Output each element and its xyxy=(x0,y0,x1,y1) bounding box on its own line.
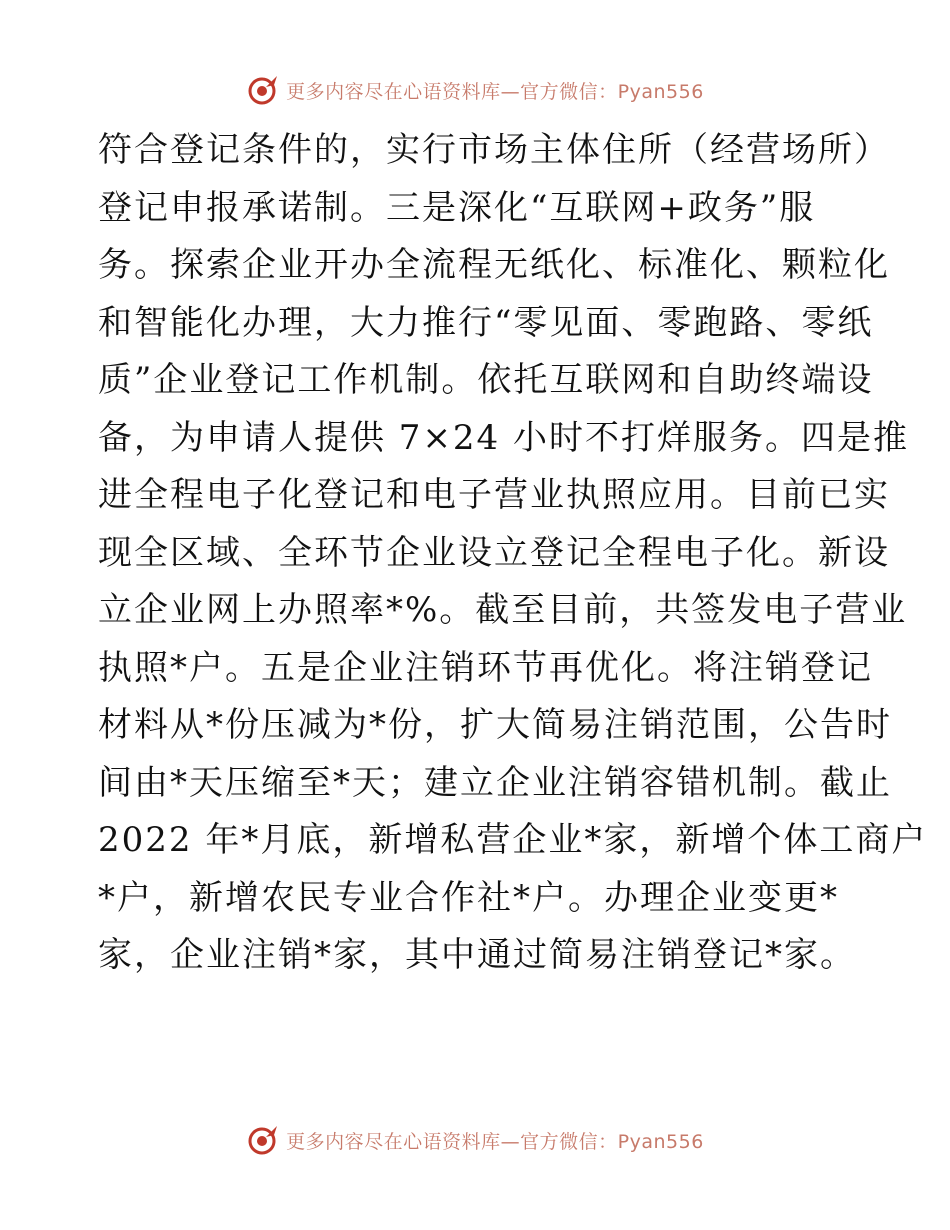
text-line: 务。探索企业开办全流程无纸化、标准化、颗粒化 xyxy=(98,245,890,285)
footer-watermark xyxy=(0,1120,950,1160)
document-body xyxy=(98,122,928,985)
text-line: 质”企业登记工作机制。依托互联网和自助终端设 xyxy=(98,360,874,400)
text-line: 现全区域、全环节企业设立登记全程电子化。新设 xyxy=(98,532,890,573)
text-line: 登记申报承诺制。三是深化“互联网+政务”服 xyxy=(98,187,816,228)
text-line: 和智能化办理，大力推行“零见面、零跑路、零纸 xyxy=(98,302,874,343)
text-line: 家，企业注销*家，其中通过简易注销登记*家。 xyxy=(98,935,856,975)
text-line: 材料从*份压减为*份，扩大简易注销范围，公告时 xyxy=(98,705,892,745)
text-line: 2022 年*月底，新增私营企业*家，新增个体工商户 xyxy=(98,820,928,860)
quill-seal-icon xyxy=(246,1123,280,1157)
text-line: 备，为申请人提供 7×24 小时不打烊服务。四是推 xyxy=(98,417,909,458)
header-watermark xyxy=(0,70,950,110)
quill-seal-icon xyxy=(246,73,280,107)
text-line: 间由*天压缩至*天；建立企业注销容错机制。截止 xyxy=(98,762,892,803)
text-line: 进全程电子化登记和电子营业执照应用。目前已实 xyxy=(98,475,890,515)
watermark-text: 更多内容尽在心语资料库—官方微信：Pyan556 xyxy=(286,80,704,103)
text-line: 立企业网上办照率*%。截至目前，共签发电子营业 xyxy=(98,590,908,630)
text-line: 符合登记条件的，实行市场主体住所（经营场所） xyxy=(98,130,890,170)
text-line: 执照*户。五是企业注销环节再优化。将注销登记 xyxy=(98,647,873,688)
watermark-text: 更多内容尽在心语资料库—官方微信：Pyan556 xyxy=(286,1130,704,1153)
text-line: *户，新增农民专业合作社*户。办理企业变更* xyxy=(98,877,839,918)
